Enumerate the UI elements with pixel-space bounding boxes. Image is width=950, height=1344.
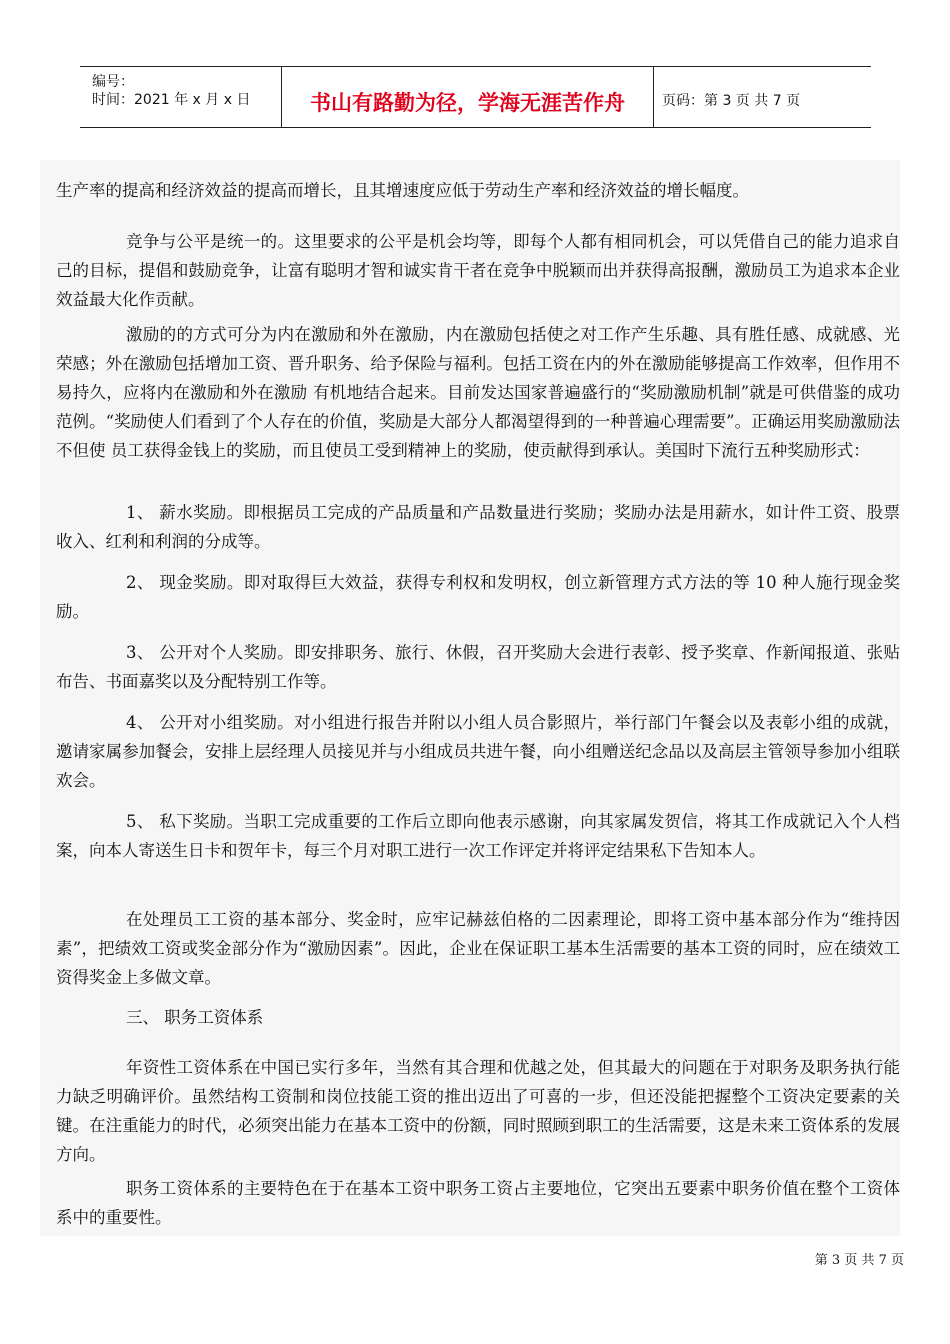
document-header (80, 66, 871, 128)
list-item: 5、 私下奖励。当职工完成重要的工作后立即向他表示感谢，向其家属发贺信，将其工作成就记入个人档案，向本人寄送生日卡和贺年卡，每三个月对职工进行一次工作评定并将评定结果私下告知本人。 (56, 812, 900, 860)
header-page-code: 页码：第 3 页 共 7 页 (662, 93, 801, 109)
page-footer: 第 3 页 共 7 页 (814, 1253, 904, 1268)
section-heading: 三、 职务工资体系 (126, 1008, 264, 1027)
header-info-cell (80, 67, 282, 127)
list-item: 4、 公开对小组奖励。对小组进行报告并附以小组人员合影照片，举行部门午餐会以及表彰小组的成就，邀请家属参加餐会，安排上层经理人员接见并与小组成员共进午餐，向小组赠送纪念品以及高层主管领导参加小组联欢会。 (56, 713, 900, 790)
paragraph: 生产率的提高和经济效益的提高而增长，且其增速度应低于劳动生产率和经济效益的增长幅度。 (56, 181, 749, 200)
header-motto-cell (282, 67, 654, 127)
list-item: 3、 公开对个人奖励。即安排职务、旅行、休假，召开奖励大会进行表彰、授予奖章、作新闻报道、张贴布告、书面嘉奖以及分配特别工作等。 (56, 643, 900, 691)
paragraph: 在处理员工工资的基本部分、奖金时，应牢记赫兹伯格的二因素理论，即将工资中基本部分作为“维持因素”，把绩效工资或奖金部分作为“激励因素”。因此，企业在保证职工基本生活需要的基本工资的同时，应在绩效工资得奖金上多做文章。 (56, 910, 900, 987)
paragraph: 职务工资体系的主要特色在于在基本工资中职务工资占主要地位，它突出五要素中职务价值在整个工资体系中的重要性。 (56, 1179, 900, 1227)
list-item: 2、 现金奖励。即对取得巨大效益，获得专利权和发明权，创立新管理方式方法的等 10 种人施行现金奖励。 (56, 573, 900, 621)
paragraph: 年资性工资体系在中国已实行多年，当然有其合理和优越之处，但其最大的问题在于对职务及职务执行能力缺乏明确评价。虽然结构工资制和岗位技能工资的推出迈出了可喜的一步，但还没能把握整个工资决定要素的关键。在注重能力的时代，必须突出能力在基本工资中的份额，同时照顾到职工的生活需要，这是未来工资体系的发展方向。 (56, 1058, 900, 1164)
list-item: 1、 薪水奖励。即根据员工完成的产品质量和产品数量进行奖励；奖励办法是用薪水，如计件工资、股票收入、红利和利润的分成等。 (56, 503, 900, 551)
page-body (40, 160, 900, 1236)
serial-label: 编号： (92, 74, 134, 90)
header-motto: 书山有路勤为径，学海无涯苦作舟 (310, 91, 625, 115)
date-line: 时间：2021 年 x 月 x 日 (92, 92, 251, 108)
header-page-cell (654, 67, 871, 127)
paragraph: 激励的的方式可分为内在激励和外在激励，内在激励包括使之对工作产生乐趣、具有胜任感、成就感、光荣感；外在激励包括增加工资、晋升职务、给予保险与福利。包括工资在内的外在激励能够提高工作效率，但作用不易持久，应将内在激励和外在激励 有机地结合起来。目前发达国家普遍盛行的“奖励激励机制”就是可供借鉴的成功范例。“奖励使人们看到了个人存在的价值，奖励是大部分人都渴望得到的一种普遍心理需要”。正确运用奖励激励法不但使 员工获得金钱上的奖励，而且使员工受到精神上的奖励，使贡献得到承认。美国时下流行五种奖励形式： (56, 325, 900, 460)
paragraph: 竞争与公平是统一的。这里要求的公平是机会均等，即每个人都有相同机会，可以凭借自己的能力追求自己的目标，提倡和鼓励竞争，让富有聪明才智和诚实肯干者在竞争中脱颖而出并获得高报酬，激励员工为追求本企业效益最大化作贡献。 (56, 232, 900, 309)
